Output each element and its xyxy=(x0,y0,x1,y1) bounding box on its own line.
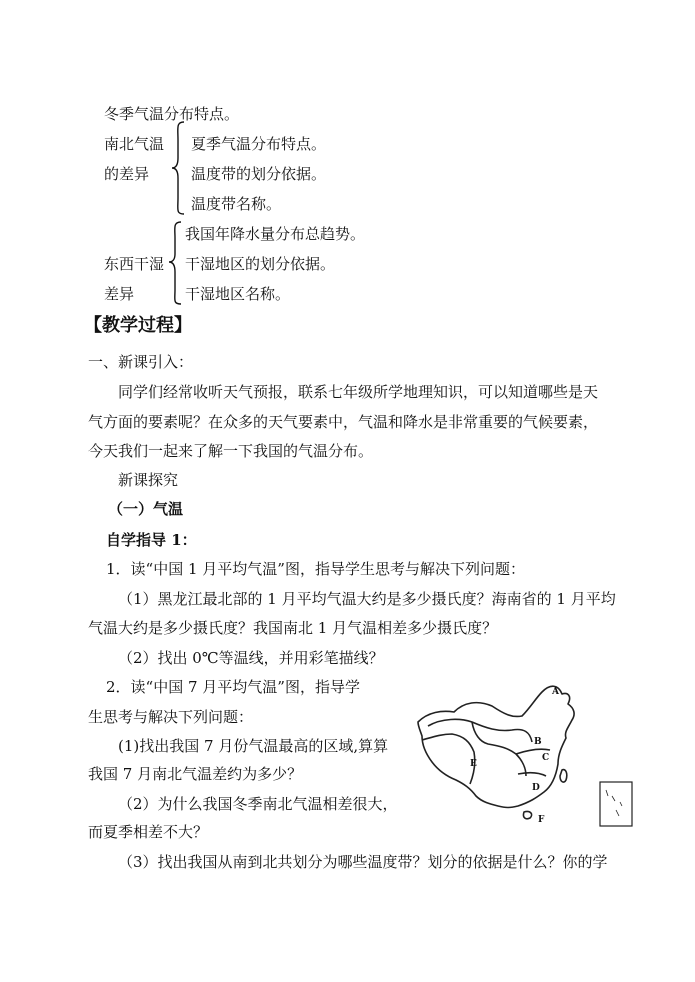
region-label-f: F xyxy=(538,815,545,825)
china-outline xyxy=(418,686,574,807)
moist-diff-label-1: 东西干湿 xyxy=(104,255,165,273)
intro-para-line-1: 同学们经常收听天气预报，联系七年级所学地理知识，可以知道哪些是天 xyxy=(118,383,599,401)
china-july-temperature-map xyxy=(412,678,636,830)
hainan-island xyxy=(523,811,531,818)
question-2-3: （3）找出我国从南到北共划分为哪些温度带？划分的依据是什么？你的学 xyxy=(118,853,608,871)
moist-item-names: 干湿地区名称。 xyxy=(185,285,291,303)
question-1-1-line-1: （1）黑龙江最北部的 1 月平均气温大约是多少摄氏度？海南省的 1 月平均 xyxy=(118,590,616,608)
intro-para-line-3: 今天我们一起来了解一下我国的气温分布。 xyxy=(88,442,374,460)
temp-item-basis: 温度带的划分依据。 xyxy=(191,165,327,183)
moist-item-basis: 干湿地区的划分依据。 xyxy=(185,255,336,273)
moist-diff-label-2: 差异 xyxy=(104,285,135,303)
moist-brace-icon xyxy=(167,220,185,306)
intro-para-line-2: 气方面的要素呢？在众多的天气要素中，气温和降水是非常重要的气候要素， xyxy=(88,413,599,431)
region-label-b: B xyxy=(534,737,542,747)
region-label-a: A xyxy=(552,687,559,697)
question-2-line-1: 2．读“中国 7 月平均气温”图，指导学 xyxy=(106,678,360,696)
temp-brace-icon xyxy=(170,120,188,216)
south-china-sea-inset xyxy=(600,782,632,826)
teaching-process-heading: 【教学过程】 xyxy=(84,315,192,336)
self-study-guide: 自学指导 1： xyxy=(106,531,197,549)
question-2-1-line-1: (1)找出我国 7 月份气温最高的区域,算算 xyxy=(118,737,389,755)
temp-diff-label-1: 南北气温 xyxy=(104,135,165,153)
question-2-2-line-1: （2）为什么我国冬季南北气温相差很大， xyxy=(118,795,398,813)
question-1-2: （2）找出 0℃等温线，并用彩笔描线？ xyxy=(118,649,384,667)
region-label-e: E xyxy=(470,759,477,769)
question-1: 1．读“中国 1 月平均气温”图，指导学生思考与解决下列问题： xyxy=(106,560,525,578)
intro-title: 一、新课引入： xyxy=(88,353,194,371)
question-2-line-2: 生思考与解决下列问题： xyxy=(88,708,254,726)
question-2-1-line-2: 我国 7 月南北气温差约为多少？ xyxy=(88,765,303,783)
explore-title: 新课探究 xyxy=(118,471,179,489)
temperature-subheading: （一）气温 xyxy=(108,500,184,518)
taiwan-island xyxy=(560,770,567,782)
temp-item-names: 温度带名称。 xyxy=(191,195,282,213)
region-label-c: C xyxy=(542,753,550,763)
outline-winter-line: 冬季气温分布特点。 xyxy=(104,105,240,123)
question-2-2-line-2: 而夏季相差不大？ xyxy=(88,823,209,841)
region-label-d: D xyxy=(532,783,540,793)
moist-item-trend: 我国年降水量分布总趋势。 xyxy=(185,225,366,243)
temp-item-summer: 夏季气温分布特点。 xyxy=(191,135,327,153)
question-1-1-line-2: 气温大约是多少摄氏度？我国南北 1 月气温相差多少摄氏度？ xyxy=(88,619,498,637)
temp-diff-label-2: 的差异 xyxy=(104,165,150,183)
